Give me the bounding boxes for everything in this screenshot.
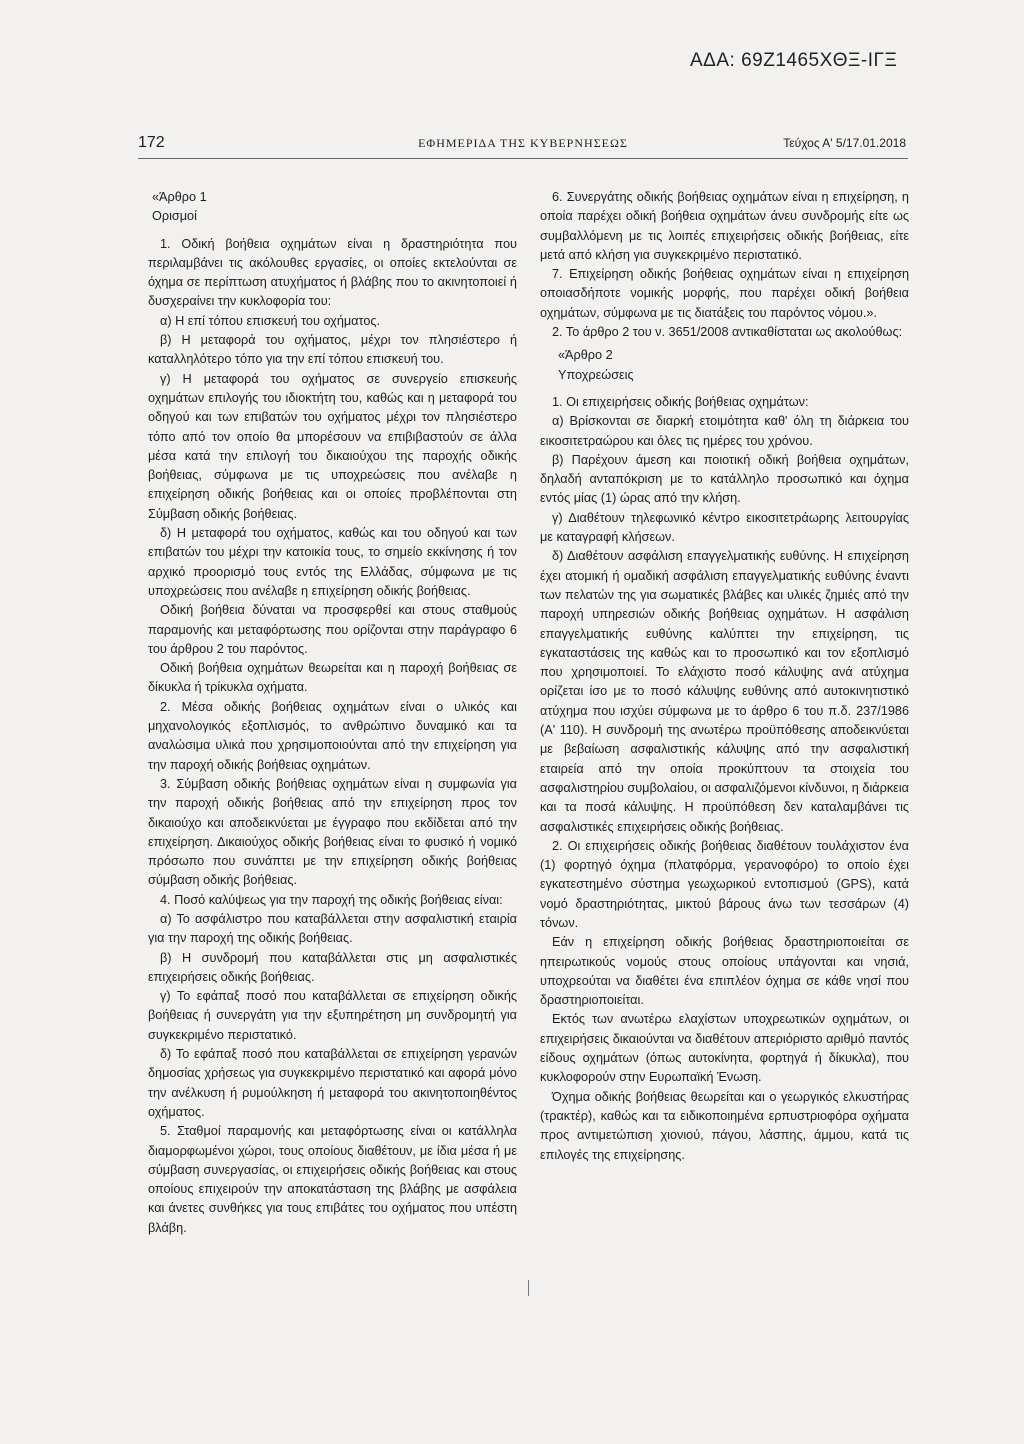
paragraph: 5. Σταθμοί παραμονής και μεταφόρτωσης είναι οι κατάλληλα διαμορφωμένοι χώροι, τους οποίους διαθέτουν, με ίδια μέσα ή με σύμβαση συνεργασίας, οι επιχειρήσεις οδικής βοήθειας και στους οποίους επιχειρούν την αποκατάσταση της βλάβης με ασφάλεια και άνετες συνθήκες για τους επιβάτες του οχήματος που υπέστη βλάβη. — [148, 1124, 517, 1235]
paragraph: β) Η συνδρομή που καταβάλλεται στις μη ασφαλιστικές επιχειρήσεις οδικής βοήθειας. — [148, 950, 517, 984]
article-title: Υποχρεώσεις — [558, 367, 634, 382]
paragraph: Οδική βοήθεια δύναται να προσφερθεί και στους σταθμούς παραμονής και μεταφόρτωσης που ορίζονται στην παράγραφο 6 του άρθρου 2 του παρόντος. — [148, 603, 517, 656]
paragraph: β) Η μεταφορά του οχήματος, μέχρι τον πλησιέστερο ή καταλληλότερο τόπο για την επί τόπου επισκευή του. — [148, 333, 517, 367]
page-number: 172 — [138, 134, 165, 151]
paragraph: γ) Η μεταφορά του οχήματος σε συνεργείο επισκευής οχημάτων επιλογής του ιδιοκτήτη του, καθώς και η μεταφορά του οδηγού και των επιβατών του οχήματος μέχρι τον πλησιέστερο τόπο από τον οποίο θα μπορέσουν να επιβιβαστούν σε άλλα μέσα κατά την επιλογή του δικαιούχου της παροχής οδικής βοήθειας, σύμφωνα με τις υποχρεώσεις που ανέλαβε η επιχείρηση οδικής βοήθειας και οι οποίες προβλέπονται στη Σύμβαση οδικής βοήθειας. — [148, 371, 517, 521]
paragraph: α) Βρίσκονται σε διαρκή ετοιμότητα καθ' όλη τη διάρκεια του εικοσιτετραώρου και όλες τις ημέρες του χρόνου. — [540, 414, 909, 448]
paragraph: 6. Συνεργάτης οδικής βοήθειας οχημάτων είναι η επιχείρηση, η οποία παρέχει οδική βοήθεια οχημάτων άνευ συνδρομής είτε ως συμβαλλόμενη με τις λοιπές επιχειρήσεις οδικής βοήθειας, είτε μετά από κλήση για συγκεκριμένο περιστατικό. — [540, 190, 909, 262]
paragraph: β) Παρέχουν άμεση και ποιοτική οδική βοήθεια οχημάτων, δηλαδή ανταπόκριση με το κατάλληλο προσωπικό και όχημα εντός μίας (1) ώρας από την κλήση. — [540, 452, 909, 506]
page-header — [138, 132, 908, 159]
paragraph: 1. Οδική βοήθεια οχημάτων είναι η δραστηριότητα που περιλαμβάνει τις ακόλουθες εργασίες, οι οποίες εκτελούνται σε όχημα σε περίπτωση ατυχήματος ή βλάβης που το ακινητοποιεί ή δυσχεραίνει την κυκλοφορία του: — [148, 236, 517, 309]
paragraph: δ) Το εφάπαξ ποσό που καταβάλλεται σε επιχείρηση γερανών δημοσίας χρήσεως για συγκεκριμένο περιστατικό και αφορά μόνο την ανέλκυση ή ρυμούλκηση ή μεταφορά του ακινητοποιηθέντος οχήματος. — [148, 1047, 517, 1119]
paragraph: α) Το ασφάλιστρο που καταβάλλεται στην ασφαλιστική εταιρία για την παροχή της οδικής βοήθειας. — [148, 911, 517, 946]
paragraph: 2. Μέσα οδικής βοήθειας οχημάτων είναι ο υλικός και μηχανολογικός εξοπλισμός, το ανθρώπινο δυναμικό και τα αναλώσιμα υλικά που χρησιμοποιούνται από την επιχείρηση για την παροχή οδικής βοήθειας οχημάτων. — [148, 699, 517, 772]
article-title: Ορισμοί — [152, 209, 197, 224]
margin-mark — [528, 1280, 529, 1296]
paragraph: 4. Ποσό καλύψεως για την παροχή της οδικής βοήθειας είναι: — [160, 892, 503, 907]
article-heading: «Άρθρο 1 — [152, 190, 207, 204]
paragraph: Όχημα οδικής βοήθειας θεωρείται και ο γεωργικός ελκυστήρας (τρακτέρ), καθώς και τα ειδικοποιημένα ερπυστριοφόρα οχήματα προς αντιμετώπιση χιονιού, πάγου, λάσπης, άμμου, κατά τις επιλογές της επιχείρησης. — [540, 1089, 909, 1162]
journal-title: ΕΦΗΜΕΡΙΔΑ ΤΗΣ ΚΥΒΕΡΝΗΣΕΩΣ — [418, 136, 628, 150]
right-column — [540, 188, 909, 1165]
paragraph: Εκτός των ανωτέρω ελαχίστων υποχρεωτικών οχημάτων, οι επιχειρήσεις δικαιούνται να διαθέτουν απεριόριστο αριθμό παντός είδους οχημάτων (όπως αυτοκίνητα, φορτηγά ή δίκυκλα), που κυκλοφορούν στην Ευρωπαϊκή Ένωση. — [540, 1012, 909, 1085]
paragraph: α) Η επί τόπου επισκευή του οχήματος. — [160, 313, 381, 328]
paragraph: 7. Επιχείρηση οδικής βοήθειας οχημάτων είναι η επιχείρηση οποιασδήποτε νομικής μορφής, που παρέχει οδική βοήθεια οχημάτων, σύμφωνα με τις διατάξεις του παρόντος νόμου.». — [540, 267, 909, 320]
issue-info: Τεύχος Α' 5/17.01.2018 — [783, 136, 906, 150]
paragraph: δ) Διαθέτουν ασφάλιση επαγγελματικής ευθύνης. Η επιχείρηση έχει ατομική ή ομαδική ασφάλιση επαγγελματικής ευθύνης έναντι των πελατών της για σωματικές βλάβες και υλικές ζημιές από την παροχή υπηρεσιών οδικής βοήθειας οχημάτων. Η ασφάλιση επαγγελματικής ευθύνης καλύπτει την επιχείρηση, τις εγκαταστάσεις της καθώς και το προσωπικό και τον εξοπλισμό που χρησιμοποιεί. Το ελάχιστο ποσό κάλυψης ανά ατύχημα ορίζεται ίσο με το ποσό κάλυψης ευθύνης από αυτοκινητιστικό ατύχημα που ισχύει σύμφωνα με το άρθρο 6 του π.δ. 237/1986 (Α' 110). Η συνδρομή της ανωτέρω προϋπόθεσης αποδεικνύεται με βεβαίωση ασφαλιστικής κάλυψης από την ασφαλιστική εταιρεία από την οποία προκύπτουν τα στοιχεία του ασφαλιστηρίου συμβολαίου, οι ασφαλιζόμενοι κίνδυνοι, η διάρκεια και τα ποσά κάλυψης. Η προϋπόθεση δεν καταλαμβάνει τις ασφαλιστικές επιχειρήσεις οδικής βοήθειας. — [540, 549, 909, 834]
paragraph: Οδική βοήθεια οχημάτων θεωρείται και η παροχή βοήθειας σε δίκυκλα ή τρίκυκλα οχήματα. — [148, 661, 517, 695]
paragraph: Εάν η επιχείρηση οδικής βοήθειας δραστηριοποιείται σε ηπειρωτικούς νομούς στους οποίους υπάγονται και νησιά, υποχρεούται να διαθέτει ένα επιπλέον όχημα σε κάθε νησί που δραστηριοποιείται. — [540, 935, 909, 1008]
paragraph: 3. Σύμβαση οδικής βοήθειας οχημάτων είναι η συμφωνία για την παροχή οδικής βοήθειας από την επιχείρηση προς τον δικαιούχο και αποδεικνύεται με έγγραφο που εκδίδεται από την επιχείρηση. Δικαιούχος οδικής βοήθειας είναι το φυσικό ή νομικό πρόσωπο που συνάπτει με την επιχείρηση οδικής βοήθειας σύμβαση οδικής βοήθειας. — [148, 776, 517, 888]
paragraph: 2. Οι επιχειρήσεις οδικής βοήθειας διαθέτουν τουλάχιστον ένα (1) φορτηγό όχημα (πλατφόρμα, γερανοφόρο) το οποίο έχει εγκατεστημένο σύστημα γεωχωρικού εντοπισμού (GPS), κατά νομό δραστηριότητας, μικτού βάρους άνω των τεσσάρων (4) τόνων. — [540, 838, 909, 930]
paragraph: 2. Το άρθρο 2 του ν. 3651/2008 αντικαθίσταται ως ακολούθως: — [552, 325, 903, 340]
paragraph: 1. Οι επιχειρήσεις οδικής βοήθειας οχημάτων: — [552, 394, 809, 409]
ada-code: ΑΔΑ: 69Ζ1465ΧΘΞ-ΙΓΞ — [690, 50, 898, 71]
paragraph: γ) Διαθέτουν τηλεφωνικό κέντρο εικοσιτετράωρης λειτουργίας με καταγραφή κλήσεων. — [540, 510, 909, 545]
paragraph: γ) Το εφάπαξ ποσό που καταβάλλεται σε επιχείρηση οδικής βοήθειας ή συνεργάτη για την εξυπηρέτηση μη συνδρομητή για συγκεκριμένο περιστατικό. — [148, 989, 517, 1042]
paragraph: δ) Η μεταφορά του οχήματος, καθώς και του οδηγού και των επιβατών του μέχρι την κατοικία τους, το σημείο εκκίνησης ή τον αρχικό προορισμό τους εντός της Ελλάδας, σύμφωνα με τις υποχρεώσεις που ανέλαβε η επιχείρηση οδικής βοήθειας. — [148, 526, 517, 598]
left-column — [148, 188, 517, 1238]
article-heading: «Άρθρο 2 — [558, 348, 613, 363]
